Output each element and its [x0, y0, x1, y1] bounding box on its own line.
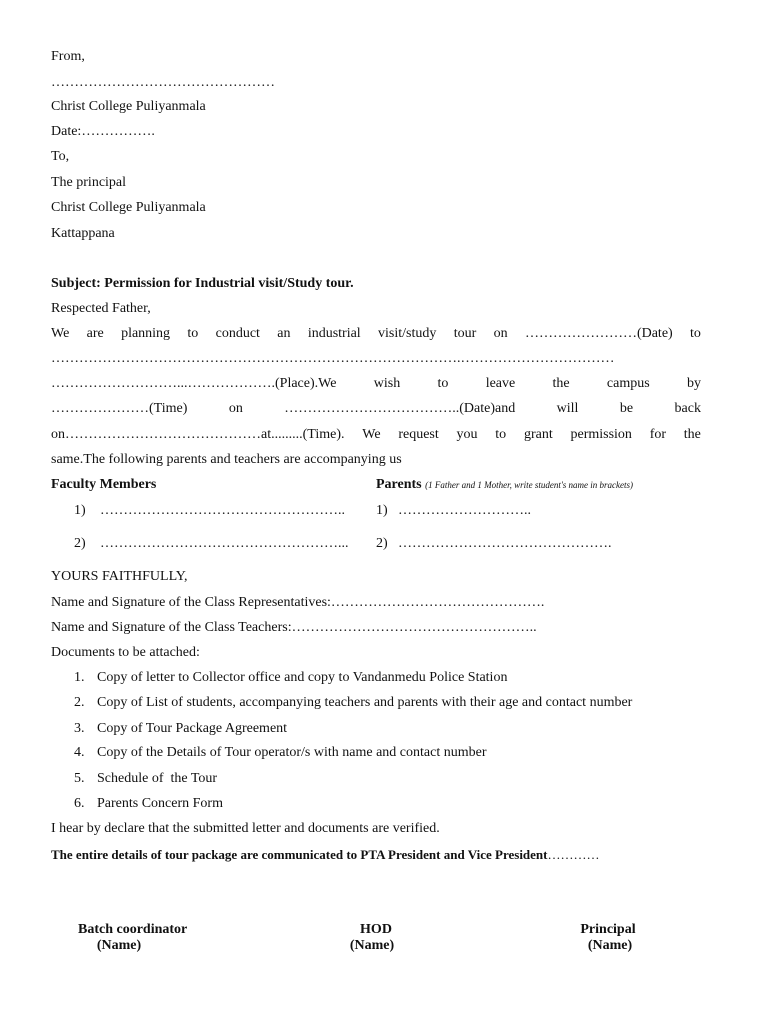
class-rep-signature-line: Name and Signature of the Class Representatives:………………………………………. — [51, 595, 545, 610]
body-line-6: same.The following parents and teachers are accompanying us — [51, 452, 402, 467]
yours-faithfully: YOURS FAITHFULLY, — [51, 569, 188, 584]
from-blank: ………………………………………… — [51, 75, 275, 90]
signature-title: Principal — [580, 922, 636, 937]
parents-note: (1 Father and 1 Mother, write student's name in brackets) — [425, 480, 634, 490]
doc-item-4: Copy of the Details of Tour operator/s with name and contact number — [97, 745, 487, 760]
body-line-4: …………………(Time) on ………………………………..(Date)and will be back — [51, 401, 701, 416]
declaration: I hear by declare that the submitted letter and documents are verified. — [51, 821, 440, 836]
recipient-college: Christ College Puliyanmala — [51, 200, 206, 215]
sender-college: Christ College Puliyanmala — [51, 99, 206, 114]
body-line-3: ………………………...……………….(Place).We wish to leave the campus by — [51, 376, 701, 391]
doc-item-3: Copy of Tour Package Agreement — [97, 721, 288, 736]
pta-statement-text: The entire details of tour package are communicated to PTA President and Vice President — [51, 847, 548, 862]
parents-heading: Parents — [376, 477, 422, 492]
signature-title: Batch coordinator — [78, 922, 188, 937]
doc-item-6-num: 6. — [74, 796, 85, 811]
signature-name: (Name) — [587, 938, 633, 953]
pta-statement — [51, 847, 600, 863]
doc-item-1-num: 1. — [74, 670, 85, 685]
addressee: The principal — [51, 175, 127, 190]
recipient-place: Kattappana — [51, 226, 115, 241]
parents-heading-row — [376, 477, 633, 493]
doc-item-2: Copy of List of students, accompanying teachers and parents with their age and contact number — [97, 695, 633, 710]
parent-item-1-blank: ……………………….. — [398, 503, 531, 518]
date-line: Date:……………. — [51, 124, 155, 139]
class-teacher-signature-line: Name and Signature of the Class Teachers:…………………………………………….. — [51, 620, 537, 635]
signature-batch-coordinator — [78, 922, 188, 954]
salutation: Respected Father, — [51, 301, 151, 316]
parent-item-2-num: 2) — [376, 536, 388, 551]
faculty-item-2-blank: ……………………………………………... — [100, 536, 349, 551]
pta-blank: ………… — [547, 847, 600, 862]
doc-item-3-num: 3. — [74, 721, 85, 736]
signature-principal — [566, 922, 650, 954]
parent-item-2-blank: ………………………………………. — [398, 536, 612, 551]
doc-item-6: Parents Concern Form — [97, 796, 223, 811]
signature-title: HOD — [360, 922, 392, 937]
faculty-item-1-blank: …………………………………………….. — [100, 503, 345, 518]
signature-name: (Name) — [96, 938, 142, 953]
doc-item-2-num: 2. — [74, 695, 85, 710]
subject-line: Subject: Permission for Industrial visit/Study tour. — [51, 276, 354, 291]
parent-item-1-num: 1) — [376, 503, 388, 518]
doc-item-5-num: 5. — [74, 771, 85, 786]
body-line-1: We are planning to conduct an industrial visit/study tour on ……………………(Date) to — [51, 326, 701, 341]
from-label: From, — [51, 49, 85, 64]
doc-item-5: Schedule of the Tour — [97, 771, 218, 786]
signature-name: (Name) — [349, 938, 395, 953]
faculty-heading: Faculty Members — [51, 477, 157, 492]
body-line-2: …………………………………………………………………………….…………………………… — [51, 351, 615, 366]
faculty-item-2-num: 2) — [74, 536, 86, 551]
faculty-item-1-num: 1) — [74, 503, 86, 518]
body-line-5: on……………………………………at.........(Time). We request you to grant permission for the — [51, 427, 701, 442]
to-label: To, — [51, 149, 70, 164]
doc-item-4-num: 4. — [74, 745, 85, 760]
doc-item-1: Copy of letter to Collector office and copy to Vandanmedu Police Station — [97, 670, 508, 685]
signature-hod — [332, 922, 416, 954]
documents-heading: Documents to be attached: — [51, 645, 200, 660]
